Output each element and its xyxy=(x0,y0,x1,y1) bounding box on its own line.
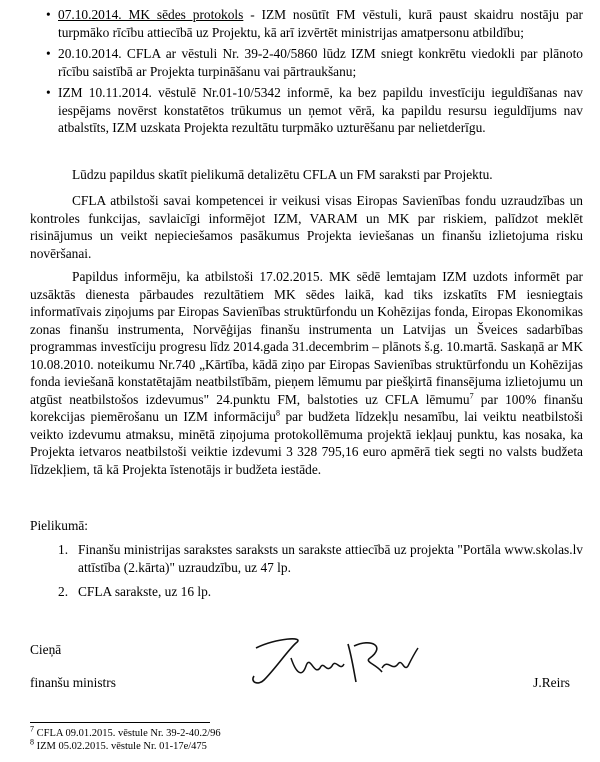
bullet-dot-icon: • xyxy=(46,85,51,100)
footnote-text: IZM 05.02.2015. vēstule Nr. 01-17e/475 xyxy=(34,741,207,752)
bullet-item xyxy=(46,84,583,137)
paragraph-additional-info xyxy=(30,268,583,478)
footnote-item xyxy=(30,724,221,740)
footnote-number: 8 xyxy=(30,737,34,747)
footnote-text: CFLA 09.01.2015. vēstule Nr. 39-2-40.2/96 xyxy=(34,728,221,739)
footnote-item xyxy=(30,737,221,753)
paragraph-attachment-note xyxy=(30,166,583,184)
paragraph-text: CFLA atbilstoši savai kompetencei ir veikusi visas Eiropas Savienības fondu uzraudzības un kontroles funkcijas, savlaicīgi informējot IZM, VARAM un MK par riskiem, palīdzot meklēt risinājumus un veikt nepieciešamos pasākumus Projekta ieviešanas un finanšu izlietojuma risku novēršanai. xyxy=(30,193,583,261)
footnote-ref-8: 8 xyxy=(275,408,280,418)
bullet-text: - IZM nosūtīt FM vēstuli, kurā paust skaidru nostāju par turpmāko rīcību attiecībā uz Projektu, kā arī izvērtēt ministrijas amatpersonu atbildību; xyxy=(58,7,583,40)
bullet-item xyxy=(46,6,583,41)
paragraph-text: par 100% finanšu korekcijas piemērošanu un IZM informāciju xyxy=(30,391,583,424)
bullet-dot-icon: • xyxy=(46,46,51,61)
footnotes xyxy=(30,724,221,753)
footnote-number: 7 xyxy=(30,724,34,734)
annex-item xyxy=(58,583,583,601)
footnote-divider xyxy=(30,722,210,723)
annex-item-text: CFLA sarakste, uz 16 lp. xyxy=(78,584,212,599)
bullet-date-link: 07.10.2014. MK sēdes protokols xyxy=(58,7,244,22)
closing-greeting: Cieņā xyxy=(30,642,62,657)
bullet-text: IZM 10.11.2014. vēstulē Nr.01-10/5342 informē, ka bez papildu investīciju ieguldīšanas nav iespējams novērst konstatētos trūkumus un ņemot vērā, ka papildu resursu ieguldījums nav atbalstīts, IZM uzskata Projekta rezultātu turpmāko uzturēšanu par nelietderīgu. xyxy=(58,85,583,135)
handwritten-signature-icon xyxy=(236,628,436,688)
bullet-item xyxy=(46,45,583,80)
signatory-name: J.Reirs xyxy=(533,675,570,690)
annex-item-text: Finanšu ministrijas sarakstes saraksts un sarakste attiecībā uz projekta "Portāla www.skolas.lv attīstība (2.kārta)" uzraudzību, uz 47 lp. xyxy=(78,542,583,575)
paragraph-text: Papildus informēju, ka atbilstoši 17.02.2015. MK sēdē lemtajam IZM uzdots informēt par uzsāktās dienesta pārbaudes rezultātiem MK sēdes laikā, kad tiks izskatīts FM iesniegtais informatīvais ziņojums par Eiropas Savienības struktūrfondu un Kohēzijas fonda, Eiropas Ekonomikas zonas finanšu instrumenta, Norvēģijas finanšu instrumenta un Latvijas un Šveices sadarbības programmas investīciju progresu līdz 2014.gada 31.decembrim – plānots š.g. 10.martā. Saskaņā ar MK 10.08.2010. noteikumu Nr.740 „Kārtība, kādā ziņo par Eiropas Savienības struktūrfondu un Kohēzijas fonda ieviešanā konstatētajām neatbilstībām, pieņem lēmumu par piešķirtā finansējuma izlietojumu un atgūst neatbilstošos izdevumus" 24.punktu FM, balstoties uz CFLA lēmumu xyxy=(30,269,583,407)
annex-item-number: 2. xyxy=(58,584,69,599)
bullet-dot-icon: • xyxy=(46,7,51,22)
paragraph-cfla-functions xyxy=(30,192,583,262)
annex-heading: Pielikumā: xyxy=(30,518,89,533)
bullet-text: 20.10.2014. CFLA ar vēstuli Nr. 39-2-40/5860 lūdz IZM sniegt konkrētu viedokli par plānoto rīcību saistībā ar Projekta turpināšanu vai pārtraukšanu; xyxy=(58,46,583,79)
annex-item xyxy=(58,541,583,576)
footnote-ref-7: 7 xyxy=(469,391,474,401)
annex-list xyxy=(58,541,583,608)
paragraph-text: Lūdzu papildus skatīt pielikumā detalizētu CFLA un FM saraksti par Projektu. xyxy=(72,167,493,182)
event-bullet-list xyxy=(46,6,583,141)
signatory-title: finanšu ministrs xyxy=(30,675,116,690)
annex-item-number: 1. xyxy=(58,542,69,557)
paragraph-text: par budžeta līdzekļu nesamību, lai veiktu neatbilstoši veikto izdevumu atmaksu, minētā ziņojuma protokollēmuma projektā iekļauj punktu, kas nosaka, ka Projekta ietvaros neatbilstoši veiktie izdevumi 3 328 795,16 euro apmērā tiek segti no valsts budžeta līdzekļiem, tā kā Projekta īstenotājs ir budžeta iestāde. xyxy=(30,409,583,477)
